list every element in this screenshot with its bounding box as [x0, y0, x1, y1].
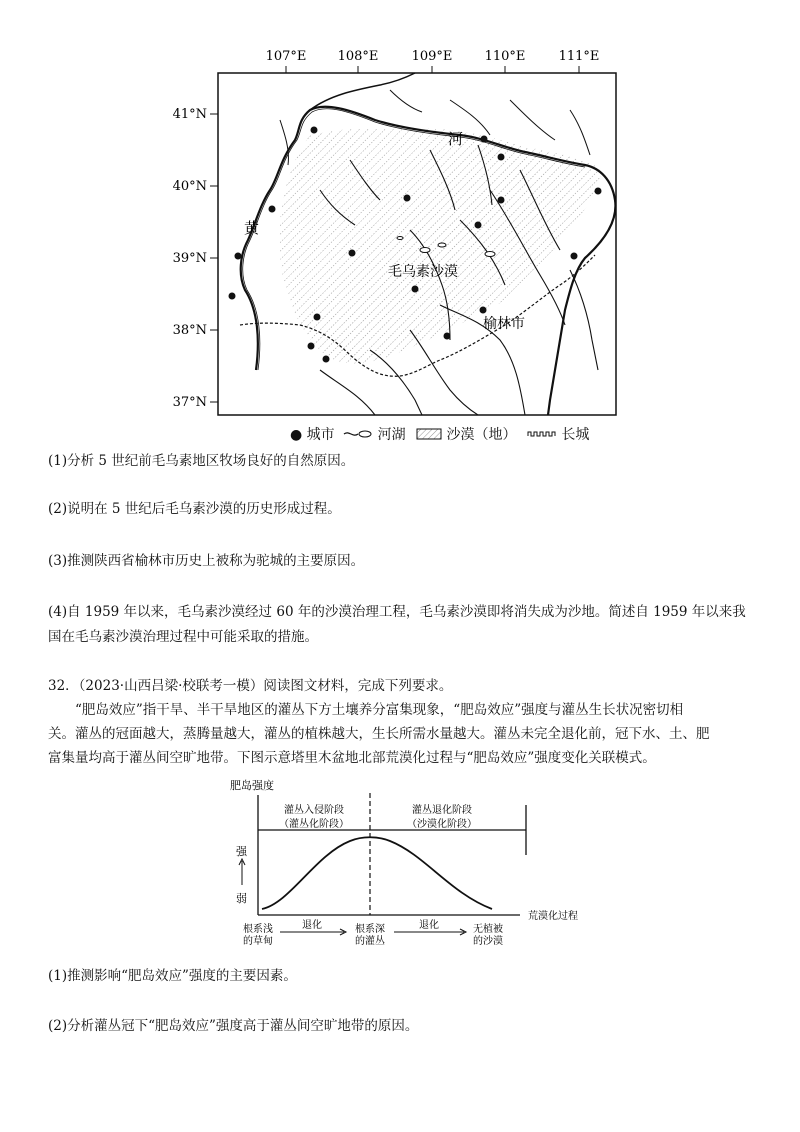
question-4-line1: (4)自 1959 年以来，毛乌素沙漠经过 60 年的沙漠治理工程，毛乌素沙漠即将消失成为沙地。简述自 1959 年以来我	[48, 604, 746, 620]
x-axis-title: 荒漠化过程	[528, 911, 578, 922]
question-2: (2)说明在 5 世纪后毛乌素沙漠的历史形成过程。	[48, 501, 341, 517]
legend-wall-icon	[527, 428, 557, 440]
lon-tick-111: 111°E	[558, 49, 600, 64]
legend-river-lake-icon	[343, 428, 373, 440]
city-dot	[229, 293, 236, 300]
stage1-line1: 灌丛入侵阶段	[284, 805, 344, 816]
lat-tick-38: 38°N	[172, 323, 207, 338]
city-dot	[481, 136, 488, 143]
city-dot	[235, 253, 242, 260]
legend-wall-label: 长城	[561, 427, 590, 443]
question-3: (3)推测陕西省榆林市历史上被称为驼城的主要原因。	[48, 553, 365, 569]
lat-tick-37: 37°N	[172, 395, 207, 410]
city-dot	[311, 127, 318, 134]
city-dot	[480, 307, 487, 314]
stage1-line2: （灌丛化阶段）	[279, 819, 349, 830]
arrow2-label: 退化	[419, 920, 439, 931]
lon-ticks	[266, 49, 600, 73]
city-dot	[475, 222, 482, 229]
city-dot	[444, 333, 451, 340]
question-32-2: (2)分析灌丛冠下“肥岛效应”强度高于灌丛间空旷地带的原因。	[48, 1018, 419, 1034]
city-dot	[314, 314, 321, 321]
city-dot	[595, 188, 602, 195]
city-dot	[404, 195, 411, 202]
legend-city-icon: ●	[290, 427, 303, 443]
label-huang: 黄	[244, 219, 260, 237]
lat-ticks	[173, 107, 218, 410]
lat-tick-39: 39°N	[172, 251, 207, 266]
question-32-1: (1)推测影响“肥岛效应”强度的主要因素。	[48, 968, 297, 984]
question-1: (1)分析 5 世纪前毛乌素地区牧场良好的自然原因。	[48, 453, 355, 469]
node1-line2: 的草甸	[243, 936, 273, 947]
material-line-3: 富集量均高于灌丛间空旷地带。下图示意塔里木盆地北部荒漠化过程与“肥岛效应”强度变化关联模式。	[48, 750, 656, 766]
question-4-line2: 国在毛乌素沙漠治理过程中可能采取的措施。	[48, 629, 318, 645]
node1-line1: 根系浅	[243, 924, 273, 935]
label-desert: 毛乌素沙漠	[388, 264, 458, 280]
material-line-2: 关。灌丛的冠面越大，蒸腾量越大，灌丛的植株越大，生长所需水量越大。灌丛未完全退化前，冠下水、土、肥	[48, 726, 710, 742]
city-dot	[349, 250, 356, 257]
node3-line1: 无植被	[473, 924, 503, 935]
city-dot	[498, 197, 505, 204]
node2-line1: 根系深	[355, 924, 385, 935]
mu-us-map	[160, 40, 640, 450]
label-yulin: 榆林市	[483, 316, 525, 332]
city-dot	[308, 343, 315, 350]
intensity-curve	[262, 837, 492, 909]
lat-tick-41: 41°N	[172, 107, 207, 122]
lon-tick-108: 108°E	[337, 49, 379, 64]
lon-tick-110: 110°E	[484, 49, 526, 64]
question-32-heading: 32．（2023·山西吕梁·校联考一模）阅读图文材料，完成下列要求。	[48, 678, 453, 694]
stage2-line2: （沙漠化阶段）	[407, 819, 477, 830]
city-dot	[269, 206, 276, 213]
legend-city-label: 城市	[306, 427, 335, 443]
node2-line2: 的灌丛	[355, 936, 385, 947]
city-dot	[323, 356, 330, 363]
label-he: 河	[448, 130, 464, 148]
question-32-material	[48, 698, 748, 770]
lat-tick-40: 40°N	[172, 179, 207, 194]
map-legend	[290, 424, 589, 444]
y-strong-label: 强	[236, 845, 247, 858]
lon-tick-109: 109°E	[411, 49, 453, 64]
legend-desert-icon	[416, 428, 442, 440]
fertile-island-diagram	[230, 775, 600, 955]
city-dot	[571, 253, 578, 260]
legend-river-lake-label: 河湖	[377, 427, 406, 443]
y-axis-title: 肥岛强度	[230, 779, 274, 792]
material-line-1: “肥岛效应”指干旱、半干旱地区的灌丛下方土壤养分富集现象，“肥岛效应”强度与灌丛生长状况密切相	[75, 702, 684, 718]
lon-tick-107: 107°E	[265, 49, 307, 64]
stage2-line1: 灌丛退化阶段	[412, 805, 472, 816]
city-dot	[412, 286, 419, 293]
legend-desert-label: 沙漠（地）	[446, 427, 517, 443]
city-dot	[498, 154, 505, 161]
y-weak-label: 弱	[236, 892, 247, 905]
arrow1-label: 退化	[302, 920, 322, 931]
node3-line2: 的沙漠	[473, 936, 503, 947]
